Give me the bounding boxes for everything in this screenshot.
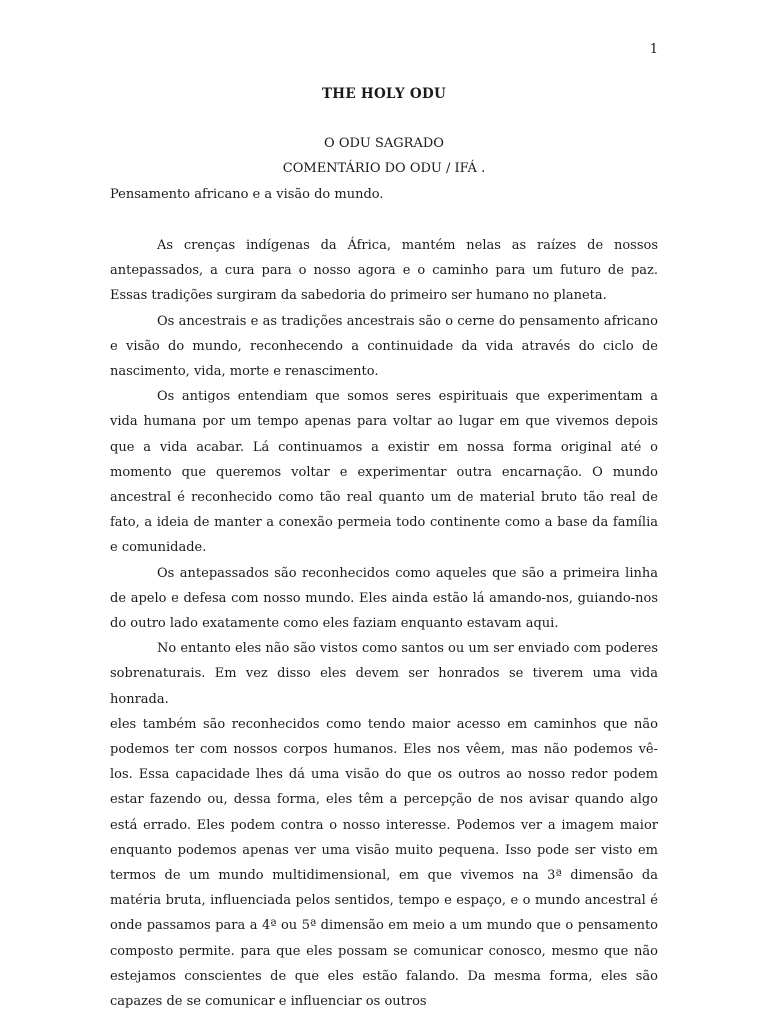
paragraph: Os antepassados são reconhecidos como aqueles que são a primeira linha de apelo e defesa com nosso mundo. Eles ainda estão lá amando-nos, guiando-nos do outro lado exatamente como eles faziam enquanto estavam aqui. bbox=[110, 565, 658, 632]
paragraph: No entanto eles não são vistos como santos ou um ser enviado com poderes sobrenaturais. Em vez disso eles devem ser honrados se tiverem uma vida honrada. bbox=[110, 641, 658, 707]
paragraph: Os ancestrais e as tradições ancestrais são o cerne do pensamento africano e visão do mundo, reconhecendo a continuidade da vida através do ciclo de nascimento, vida, morte e renascimento. bbox=[110, 313, 658, 380]
subtitle-comentario: COMENTÁRIO DO ODU / IFÁ . bbox=[282, 161, 486, 176]
subtitle-odu-sagrado: O ODU SAGRADO bbox=[324, 136, 444, 151]
paragraph: Os antigos entendiam que somos seres espirituais que experimentam a vida humana por um tempo apenas para voltar ao lugar em que vivemos depois que a vida acabar. Lá continuamos a existir em nossa forma original até o momento que queremos voltar e experimentar outra encarnação. O mundo ancestral é reconhecido como tão real quanto um de material bruto tão real de fato, a ideia de manter a conexão permeia todo continente como a base da família e comunidade. bbox=[110, 389, 658, 556]
body-text bbox=[110, 233, 658, 1014]
paragraph: eles também são reconhecidos como tendo maior acesso em caminhos que não podemos ter com nossos corpos humanos. Eles nos vêem, mas não podemos vê-los. Essa capacidade lhes dá uma visão do que os outros ao nosso redor podem estar fazendo ou, dessa forma, eles têm a percepção de nos avisar quando algo está errado. Eles podem contra o nosso interesse. Podemos ver a imagem maior enquanto podemos apenas ver uma visão muito pequena. Isso pode ser visto em termos de um mundo multidimensional, em que vivemos na 3ª dimensão da matéria bruta, influenciada pelos sentidos, tempo e espaço, e o mundo ancestral é onde passamos para a 4ª ou 5ª dimensão em meio a um mundo que o pensamento composto permite. para que eles possam se comunicar conosco, mesmo que não estejamos conscientes de que eles estão falando. Da mesma forma, eles são capazes de se comunicar e influenciar os outros bbox=[110, 716, 658, 1010]
page-number: 1 bbox=[649, 42, 658, 57]
section-heading: Pensamento africano e a visão do mundo. bbox=[110, 187, 384, 202]
document-title: THE HOLY ODU bbox=[321, 86, 447, 102]
paragraph: As crenças indígenas da África, mantém nelas as raízes de nossos antepassados, a cura para o nosso agora e o caminho para um futuro de paz. Essas tradições surgiram da sabedoria do primeiro ser humano no planeta. bbox=[110, 238, 658, 304]
